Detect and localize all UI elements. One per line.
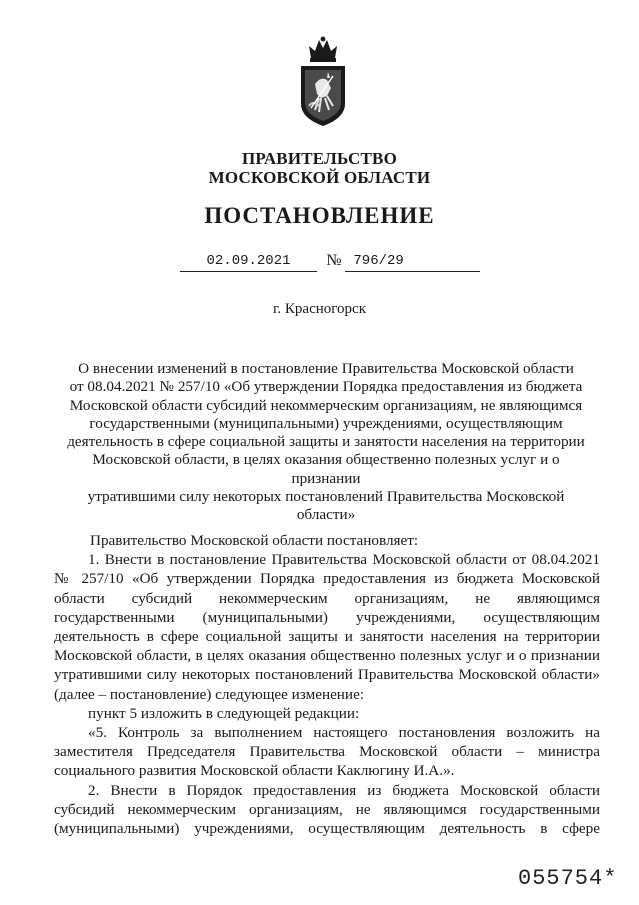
document-number	[345, 253, 480, 272]
stamp-number: 055754	[518, 866, 604, 891]
government-name-line2: МОСКОВСКОЙ ОБЛАСТИ	[208, 168, 431, 187]
heading-line: деятельность в сфере социальной защиты и занятости населения на территории	[67, 433, 585, 451]
heading-line: Московской области, в целях оказания общественно полезных услуг и о признании	[92, 451, 560, 487]
place-of-issue: г. Красногорск	[272, 301, 367, 317]
document-heading	[58, 360, 594, 525]
document-number-value: 796/29	[353, 253, 404, 269]
registration-stamp	[518, 866, 617, 891]
government-name-line1: ПРАВИТЕЛЬСТВО	[242, 149, 397, 168]
body-paragraph-quote: «5. Контроль за выполнением настоящего постановления возложить на заместителя Председателя Правительства Московской области – министра социального развития Московской области Каклюгину И.А.».	[54, 724, 600, 780]
body-paragraph-instruction: пункт 5 изложить в следующей редакции:	[88, 704, 360, 722]
stamp-asterisk: *	[603, 866, 618, 891]
document-date: 02.09.2021	[180, 253, 317, 272]
document-body	[54, 531, 600, 838]
heading-line: О внесении изменений в постановление Правительства Московской области	[78, 360, 574, 377]
body-paragraph-preamble: Правительство Московской области постановляет:	[90, 532, 419, 549]
body-paragraph-item1: 1. Внести в постановление Правительства Московской области от 08.04.2021 № 257/10 «Об утверждении Порядка предоставления из бюджета Московской области субсидий некоммерческим организациям, не являющимся государственными (муниципальными) учреждениями, осуществляющим деятельность в сфере социальной защиты и занятости населения на территории Московской области, в целях оказания общественно полезных услуг и о признании утратившими силу некоторых постановлений Правительства Московской области» (далее – постановление) следующее изменение:	[54, 551, 600, 703]
coat-of-arms-icon	[297, 36, 349, 128]
heading-line: от 08.04.2021 № 257/10 «Об утверждении Порядка предоставления из бюджета	[69, 378, 583, 396]
heading-line: Московской области субсидий некоммерческим организациям, не являющимся	[69, 396, 583, 414]
number-sign: №	[326, 252, 342, 269]
document-type-title: ПОСТАНОВЛЕНИЕ	[204, 203, 435, 228]
body-paragraph-item2: 2. Внести в Порядок предоставления из бюджета Московской области субсидий некоммерческим организациям, не являющимся государственными (муниципальными) учреждениями, осуществляющим деятельность в сфере	[54, 781, 600, 838]
heading-line: государственными (муниципальными) учреждениями, осуществляющим	[89, 414, 563, 432]
heading-line: утратившими силу некоторых постановлений Правительства Московской области»	[87, 488, 565, 524]
